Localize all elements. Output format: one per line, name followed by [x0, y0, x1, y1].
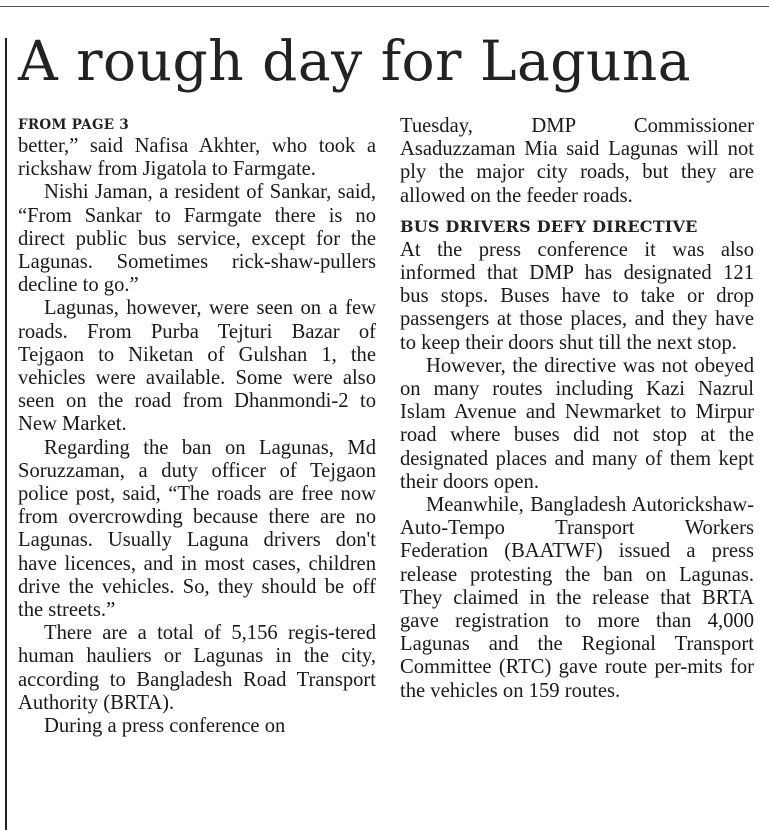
right-column: [400, 115, 754, 703]
paragraph: During a press conference on: [44, 715, 286, 738]
headline: A rough day for Laguna: [18, 29, 692, 93]
column-rule: [5, 38, 7, 830]
paragraph: However, the directive was not obeyed on many routes including Kazi Nazrul Islam Avenue and Newmarket to Mirpur road where buses did not stop at the designated places and many of them kept their doors open.: [400, 354, 754, 493]
paragraph: Meanwhile, Bangladesh Autorickshaw-Auto-Tempo Transport Workers Federation (BAATWF) issued a press release protesting the ban on Lagunas. They claimed in the release that BRTA gave registration to more than 4,000 Lagunas and the Regional Transport Committee (RTC) gave route per-mits for the vehicles on 159 routes.: [400, 494, 754, 702]
paragraph: Regarding the ban on Lagunas, Md Soruzzaman, a duty officer of Tejgaon police post, said, “The roads are free now from overcrowding because there are no Lagunas. Usually Laguna drivers don't have licences, and in most cases, children drive the vehicles. So, they should be off the streets.”: [18, 436, 376, 622]
top-rule: [0, 6, 769, 7]
left-column: [18, 115, 376, 738]
paragraph: better,” said Nafisa Akhter, who took a rickshaw from Jigatola to Farmgate.: [18, 135, 376, 181]
paragraph: Tuesday, DMP Commissioner Asaduzzaman Mia said Lagunas will not ply the major city roads, but they are allowed on the feeder roads.: [400, 115, 754, 207]
paragraph: Lagunas, however, were seen on a few roads. From Purba Tejturi Bazar of Tejgaon to Niketan of Gulshan 1, the vehicles were available. Some were also seen on the road from Dhanmondi-2 to New Market.: [18, 297, 376, 436]
subhead: BUS DRIVERS DEFY DIRECTIVE: [400, 216, 698, 236]
paragraph: Nishi Jaman, a resident of Sankar, said, “From Sankar to Farmgate there is no direct public bus service, except for the Lagunas. Sometimes rick-shaw-pullers decline to go.”: [18, 181, 376, 297]
paragraph: At the press conference it was also informed that DMP has designated 121 bus stops. Buses have to take or drop passengers at those places, and they have to keep their doors shut till the next stop.: [400, 238, 754, 354]
continuation-label: FROM PAGE 3: [18, 117, 130, 133]
paragraph: There are a total of 5,156 regis-tered human hauliers or Lagunas in the city, according to Bangladesh Road Transport Authority (BRTA).: [18, 622, 376, 714]
